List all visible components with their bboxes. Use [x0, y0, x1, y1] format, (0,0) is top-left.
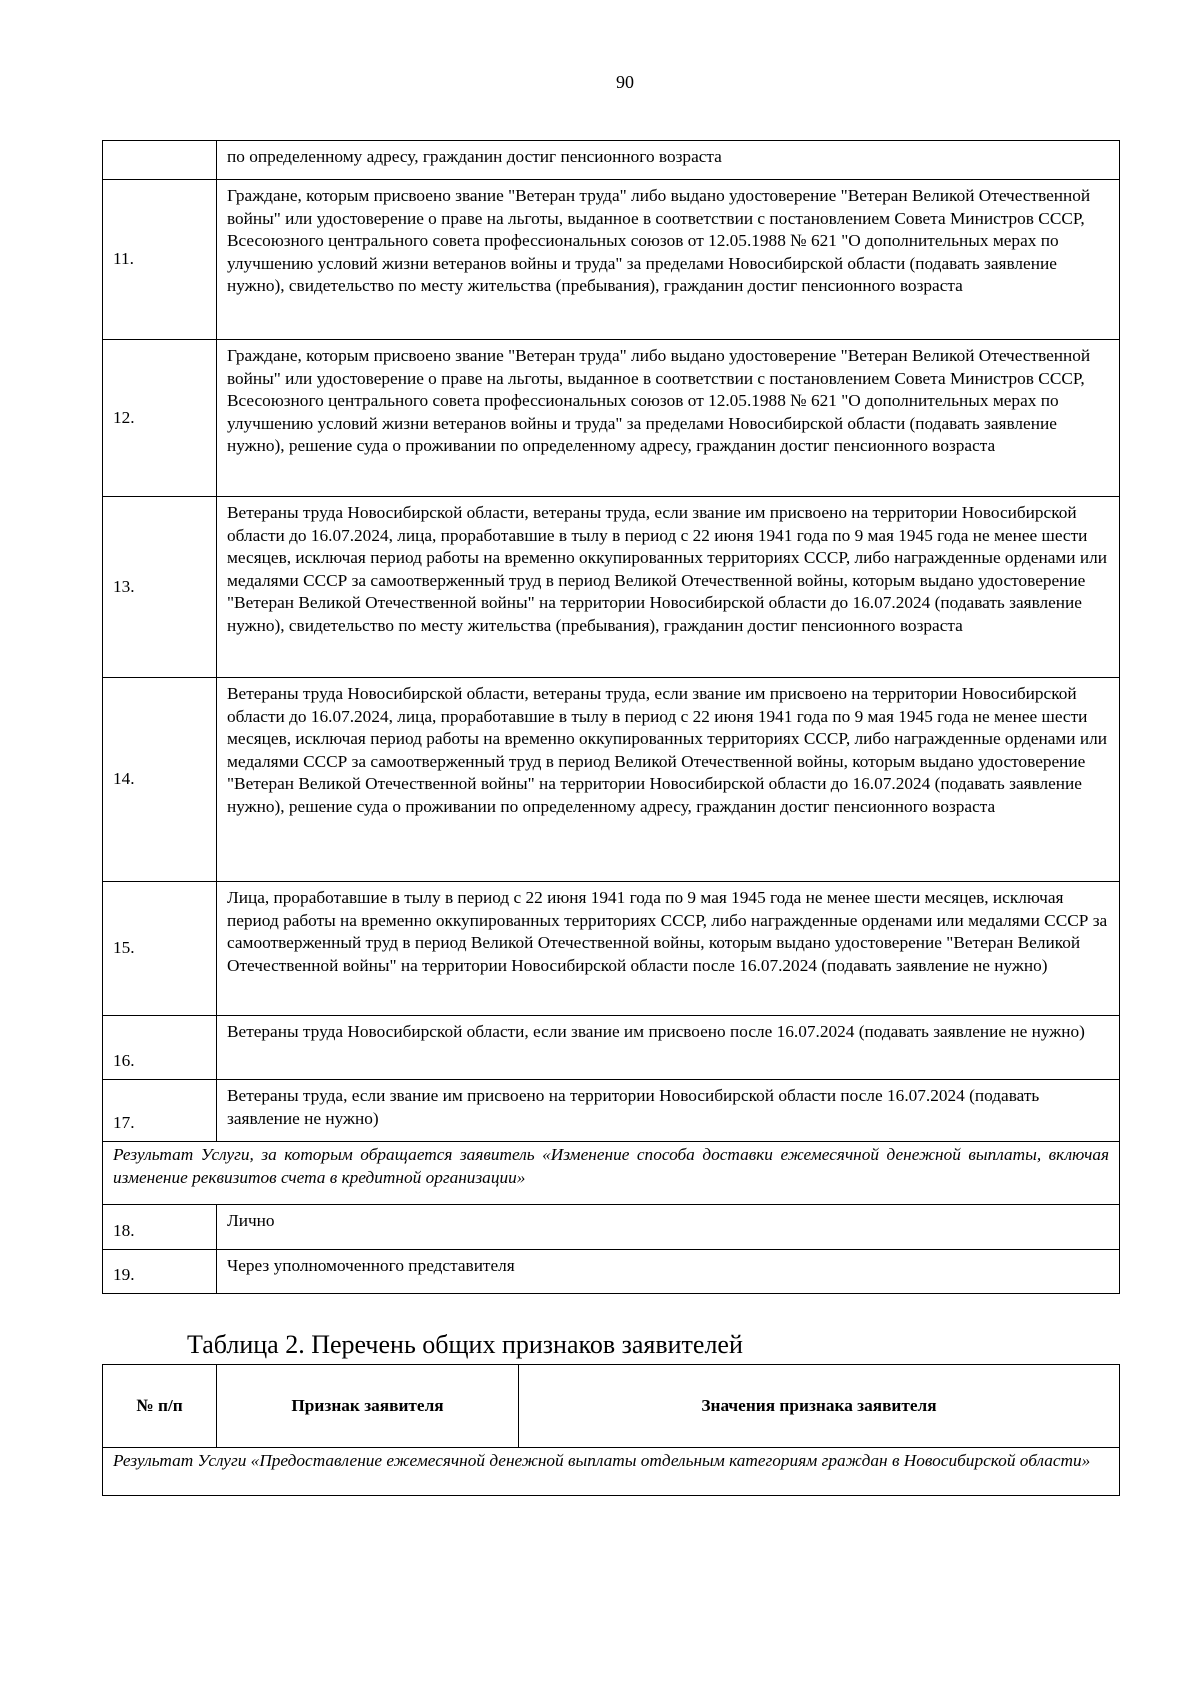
row-number: 19. [103, 1250, 217, 1294]
table-row [103, 340, 1120, 497]
row-number: 13. [103, 497, 217, 678]
row-number: 16. [103, 1016, 217, 1080]
row-number: 11. [103, 180, 217, 340]
section-result-text: Результат Услуги, за которым обращается заявитель «Изменение способа доставки ежемесячной денежной выплаты, включая изменение реквизитов счета в кредитной организации» [103, 1142, 1120, 1205]
row-text: Граждане, которым присвоено звание "Ветеран труда" либо выдано удостоверение "Ветеран Великой Отечественной войны" или удостоверение о праве на льготы, выданное в соответствии с постановлением Совета Министров СССР, Всесоюзного центрального совета профессиональных союзов от 12.05.1988 № 621 "О дополнительных мерах по улучшению условий жизни ветеранов войны и труда" за пределами Новосибирской области (подавать заявление нужно), свидетельство по месту жительства (пребывания), гражданин достиг пенсионного возраста [217, 180, 1120, 340]
row-number [103, 141, 217, 180]
row-text: Ветераны труда Новосибирской области, если звание им присвоено после 16.07.2024 (подавать заявление не нужно) [217, 1016, 1120, 1080]
table2-title: Таблица 2. Перечень общих признаков заявителей [187, 1330, 743, 1359]
row-text: Через уполномоченного представителя [217, 1250, 1120, 1294]
section-row [103, 1448, 1120, 1496]
row-text: Ветераны труда, если звание им присвоено на территории Новосибирской области после 16.07.2024 (подавать заявление не нужно) [217, 1080, 1120, 1142]
row-text: по определенному адресу, гражданин достиг пенсионного возраста [217, 141, 1120, 180]
table-row [103, 141, 1120, 180]
table-row [103, 1016, 1120, 1080]
section-result-text: Результат Услуги «Предоставление ежемесячной денежной выплаты отдельным категориям граждан в Новосибирской области» [103, 1448, 1120, 1496]
table-row [103, 678, 1120, 882]
row-text: Ветераны труда Новосибирской области, ветераны труда, если звание им присвоено на территории Новосибирской области до 16.07.2024, лица, проработавшие в тылу в период с 22 июня 1941 года по 9 мая 1945 года не менее шести месяцев, исключая период работы на временно оккупированных территориях СССР, либо награжденные орденами или медалями СССР за самоотверженный труд в период Великой Отечественной войны, которым выдано удостоверение "Ветеран Великой Отечественной войны" на территории Новосибирской области до 16.07.2024 (подавать заявление нужно), решение суда о проживании по определенному адресу, гражданин достиг пенсионного возраста [217, 678, 1120, 882]
table-row [103, 1080, 1120, 1142]
row-number: 17. [103, 1080, 217, 1142]
table-row [103, 1250, 1120, 1294]
section-row [103, 1142, 1120, 1205]
table-row [103, 882, 1120, 1016]
column-header-feature: Признак заявителя [217, 1365, 519, 1448]
column-header-number: № п/п [103, 1365, 217, 1448]
table-row [103, 1205, 1120, 1250]
row-number: 15. [103, 882, 217, 1016]
row-text: Граждане, которым присвоено звание "Ветеран труда" либо выдано удостоверение "Ветеран Великой Отечественной войны" или удостоверение о праве на льготы, выданное в соответствии с постановлением Совета Министров СССР, Всесоюзного центрального совета профессиональных союзов от 12.05.1988 № 621 "О дополнительных мерах по улучшению условий жизни ветеранов войны и труда" за пределами Новосибирской области (подавать заявление нужно), решение суда о проживании по определенному адресу, гражданин достиг пенсионного возраста [217, 340, 1120, 497]
row-number: 12. [103, 340, 217, 497]
table-row [103, 497, 1120, 678]
row-number: 18. [103, 1205, 217, 1250]
column-header-values: Значения признака заявителя [519, 1365, 1120, 1448]
page-number: 90 [616, 72, 634, 92]
row-number: 14. [103, 678, 217, 882]
row-text: Лица, проработавшие в тылу в период с 22 июня 1941 года по 9 мая 1945 года не менее шести месяцев, исключая период работы на временно оккупированных территориях СССР, либо награжденные орденами или медалями СССР за самоотверженный труд в период Великой Отечественной войны, которым выдано удостоверение "Ветеран Великой Отечественной войны" на территории Новосибирской области после 16.07.2024 (подавать заявление не нужно) [217, 882, 1120, 1016]
row-text: Лично [217, 1205, 1120, 1250]
table-row [103, 180, 1120, 340]
applicant-features-table [102, 1364, 1120, 1496]
table-header-row [103, 1365, 1120, 1448]
applicant-variants-table [102, 140, 1120, 1294]
row-text: Ветераны труда Новосибирской области, ветераны труда, если звание им присвоено на территории Новосибирской области до 16.07.2024, лица, проработавшие в тылу в период с 22 июня 1941 года по 9 мая 1945 года не менее шести месяцев, исключая период работы на временно оккупированных территориях СССР, либо награжденные орденами или медалями СССР за самоотверженный труд в период Великой Отечественной войны, которым выдано удостоверение "Ветеран Великой Отечественной войны" на территории Новосибирской области до 16.07.2024 (подавать заявление нужно), свидетельство по месту жительства (пребывания), гражданин достиг пенсионного возраста [217, 497, 1120, 678]
